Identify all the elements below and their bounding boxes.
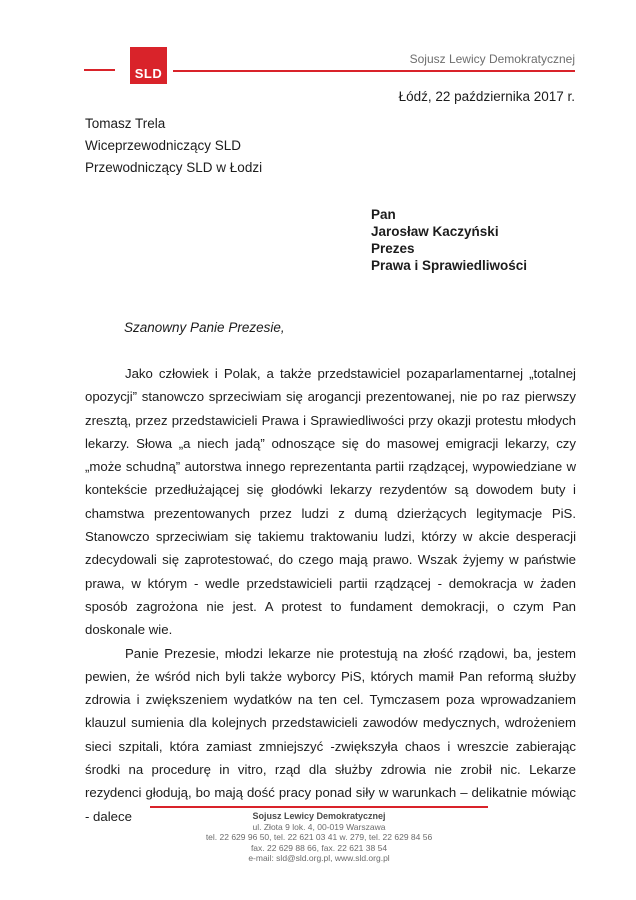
- recipient-name: Jarosław Kaczyński: [371, 224, 499, 239]
- footer-email-web: e-mail: sld@sld.org.pl, www.sld.org.pl: [248, 853, 390, 863]
- footer-block: [150, 806, 488, 864]
- header-org-name: Sojusz Lewicy Demokratycznej: [409, 52, 575, 66]
- recipient-organization: Prawa i Sprawiedliwości: [371, 258, 528, 273]
- dateline: Łódź, 22 października 2017 r.: [398, 89, 575, 104]
- sender-name: Tomasz Trela: [85, 116, 166, 131]
- footer-org-name: Sojusz Lewicy Demokratycznej: [252, 811, 386, 821]
- footer-phones: tel. 22 629 96 50, tel. 22 621 03 41 w. 279, tel. 22 629 84 56: [205, 832, 433, 842]
- header-rule-right: [173, 70, 575, 72]
- recipient-block: [371, 206, 527, 274]
- sender-block: [85, 113, 262, 179]
- sender-title-1: Wiceprzewodniczący SLD: [85, 138, 242, 153]
- recipient-honorific: Pan: [371, 207, 396, 222]
- recipient-position: Prezes: [371, 241, 415, 256]
- sld-logo-text: SLD: [134, 66, 163, 81]
- sender-title-2: Przewodniczący SLD w Łodzi: [85, 160, 263, 175]
- footer-faxes: fax. 22 629 88 66, fax. 22 621 38 54: [250, 842, 388, 853]
- body-paragraph-1: Jako człowiek i Polak, a także przedstawiciel pozaparlamentarnej „totalnej opozycji” stanowczo sprzeciwiam się arogancji prezentowanej, nie po raz pierwszy zresztą, przez przedstawicieli Prawa i Sprawiedliwości przy okazji protestu młodych lekarzy. Słowa „a niech jadą” odnoszące się do masowej emigracji lekarzy, czy „może schudną” autorstwa innego reprezentanta partii rządzącej, wypowiedziane w kontekście przedłużającej się głodówki lekarzy rezydentów są dowodem buty i chamstwa prezentowanych przez ludzi z dumą dzierżących legitymacje PiS. Stanowczo sprzeciwiam się takiemu traktowaniu ludzi, którzy w akcie desperacji zdecydowali się zaprotestować, do czego mają prawo. Wszak żyjemy w państwie prawa, w którym - wedle przedstawicieli partii rządzącej - demokracja w żaden sposób zagrożona nie jest. A protest to fundament demokracji, o czym Pan doskonale wie.: [85, 366, 576, 638]
- header-rule-left: [84, 69, 115, 71]
- sld-logo: [130, 47, 167, 84]
- footer-address: ul. Złota 9 lok. 4, 00-019 Warszawa: [252, 821, 386, 832]
- salutation: Szanowny Panie Prezesie,: [124, 320, 285, 335]
- letter-body: [85, 362, 576, 828]
- body-paragraph-2: Panie Prezesie, młodzi lekarze nie protestują na złość rządowi, ba, jestem pewien, że wśród nich byli także wyborcy PiS, których mamił Pan reformą służby zdrowia i zwiększeniem wydatków na ten cel. Tymczasem poza wprowadzaniem klauzul sumienia dla kolejnych przedstawicieli zawodów medycznych, wdrożeniem sieci szpitali, która zamiast zmniejszyć -zwiększyła chaos i wreszcie zabierając środki na procedurę in vitro, rząd dla służby zdrowia nie zrobił nic. Lekarze rezydenci głodują, bo mają dość pracy ponad siły w warunkach – delikatnie mówiąc - dalece: [85, 645, 576, 824]
